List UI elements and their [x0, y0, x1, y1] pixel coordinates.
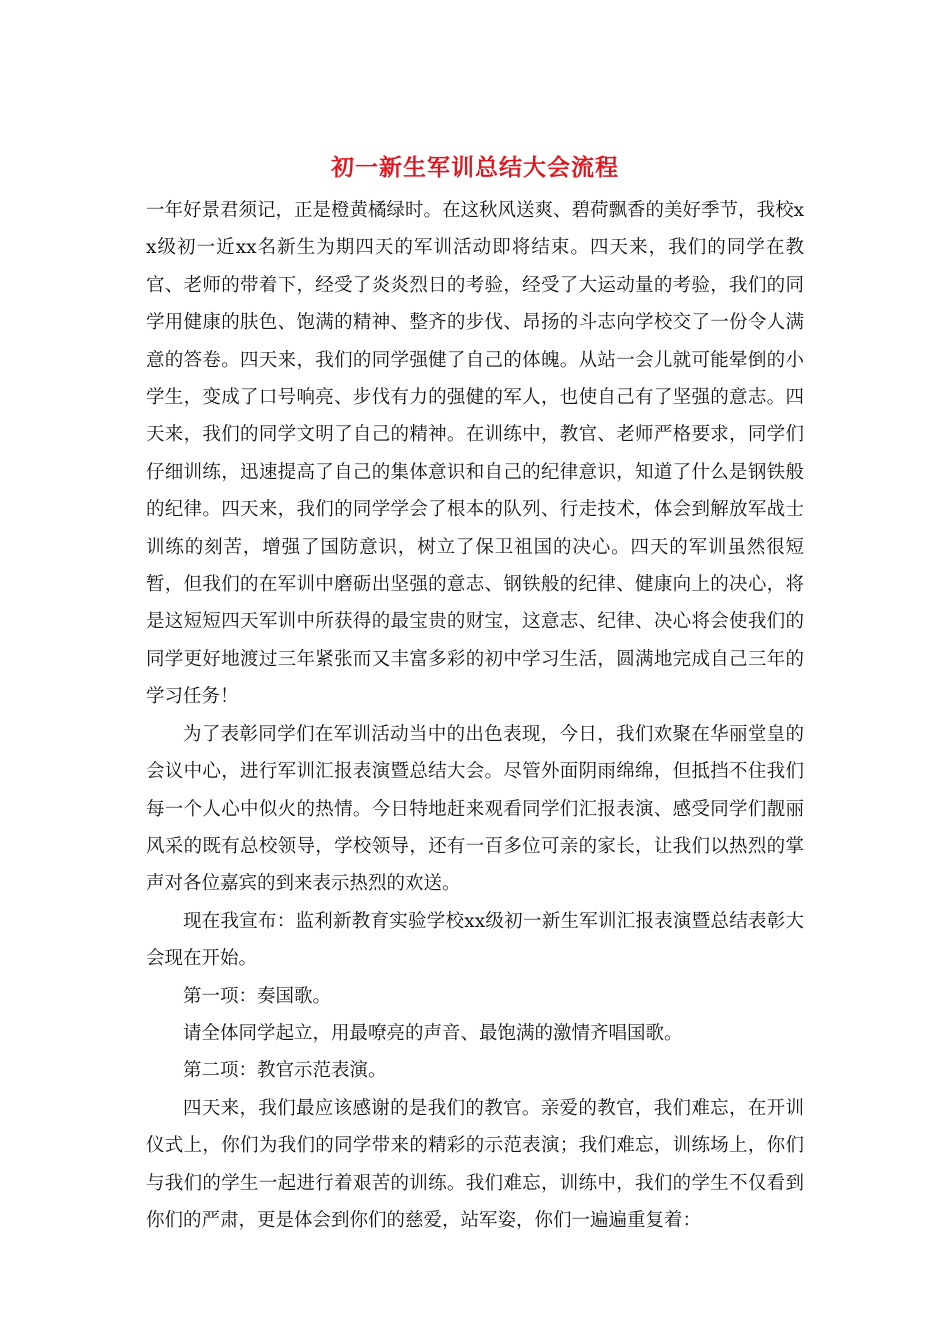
paragraph-thanks-instructors: 四天来，我们最应该感谢的是我们的教官。亲爱的教官，我们难忘，在开训仪式上，你们为我们的同学带来的精彩的示范表演；我们难忘，训练场上，你们与我们的学生一起进行着艰苦的训练。我们难忘，训练中，我们的学生不仅看到你们的严肃，更是体会到你们的慈爱，站军姿，你们一遍遍重复着：: [146, 1097, 804, 1231]
paragraph-item-one: 第一项：奏国歌。: [183, 985, 332, 1007]
paragraph-item-two: 第二项：教官示范表演。: [183, 1060, 387, 1082]
document-page: [146, 150, 804, 1239]
paragraph-announcement: 现在我宣布：监利新教育实验学校xx级初一新生军训汇报表演暨总结表彰大会现在开始。: [146, 910, 804, 970]
paragraph-intro: 一年好景君须记，正是橙黄橘绿时。在这秋风送爽、碧荷飘香的美好季节，我校xx级初一近xx名新生为期四天的军训活动即将结束。四天来，我们的同学在教官、老师的带着下，经受了炎炎烈日的考验，经受了大运动量的考验，我们的同学用健康的肤色、饱满的精神、整齐的步伐、昂扬的斗志向学校交了一份令人满意的答卷。四天来，我们的同学强健了自己的体魄。从站一会儿就可能晕倒的小学生，变成了口号响亮、步伐有力的强健的军人，也使自己有了坚强的意志。四天来，我们的同学文明了自己的精神。在训练中，教官、老师严格要求，同学们仔细训练，迅速提高了自己的集体意识和自己的纪律意识，知道了什么是钢铁般的纪律。四天来，我们的同学学会了根本的队列、行走技术，体会到解放军战士训练的刻苦，增强了国防意识，树立了保卫祖国的决心。四天的军训虽然很短暂，但我们的在军训中磨砺出坚强的意志、钢铁般的纪律、健康向上的决心，将是这短短四天军训中所获得的最宝贵的财宝，这意志、纪律、决心将会使我们的同学更好地渡过三年紧张而又丰富多彩的初中学习生活，圆满地完成自己三年的学习任务！: [146, 200, 804, 708]
document-title: 初一新生军训总结大会流程: [331, 154, 619, 181]
paragraph-anthem-instruction: 请全体同学起立，用最嘹亮的声音、最饱满的激情齐唱国歌。: [183, 1022, 683, 1044]
paragraph-commendation: 为了表彰同学们在军训活动当中的出色表现，今日，我们欢聚在华丽堂皇的会议中心，进行军训汇报表演暨总结大会。尽管外面阴雨绵绵，但抵挡不住我们每一个人心中似火的热情。今日特地赶来观看同学们汇报表演、感受同学们靓丽风采的既有总校领导，学校领导，还有一百多位可亲的家长，让我们以热烈的掌声对各位嘉宾的到来表示热烈的欢送。: [146, 723, 804, 895]
